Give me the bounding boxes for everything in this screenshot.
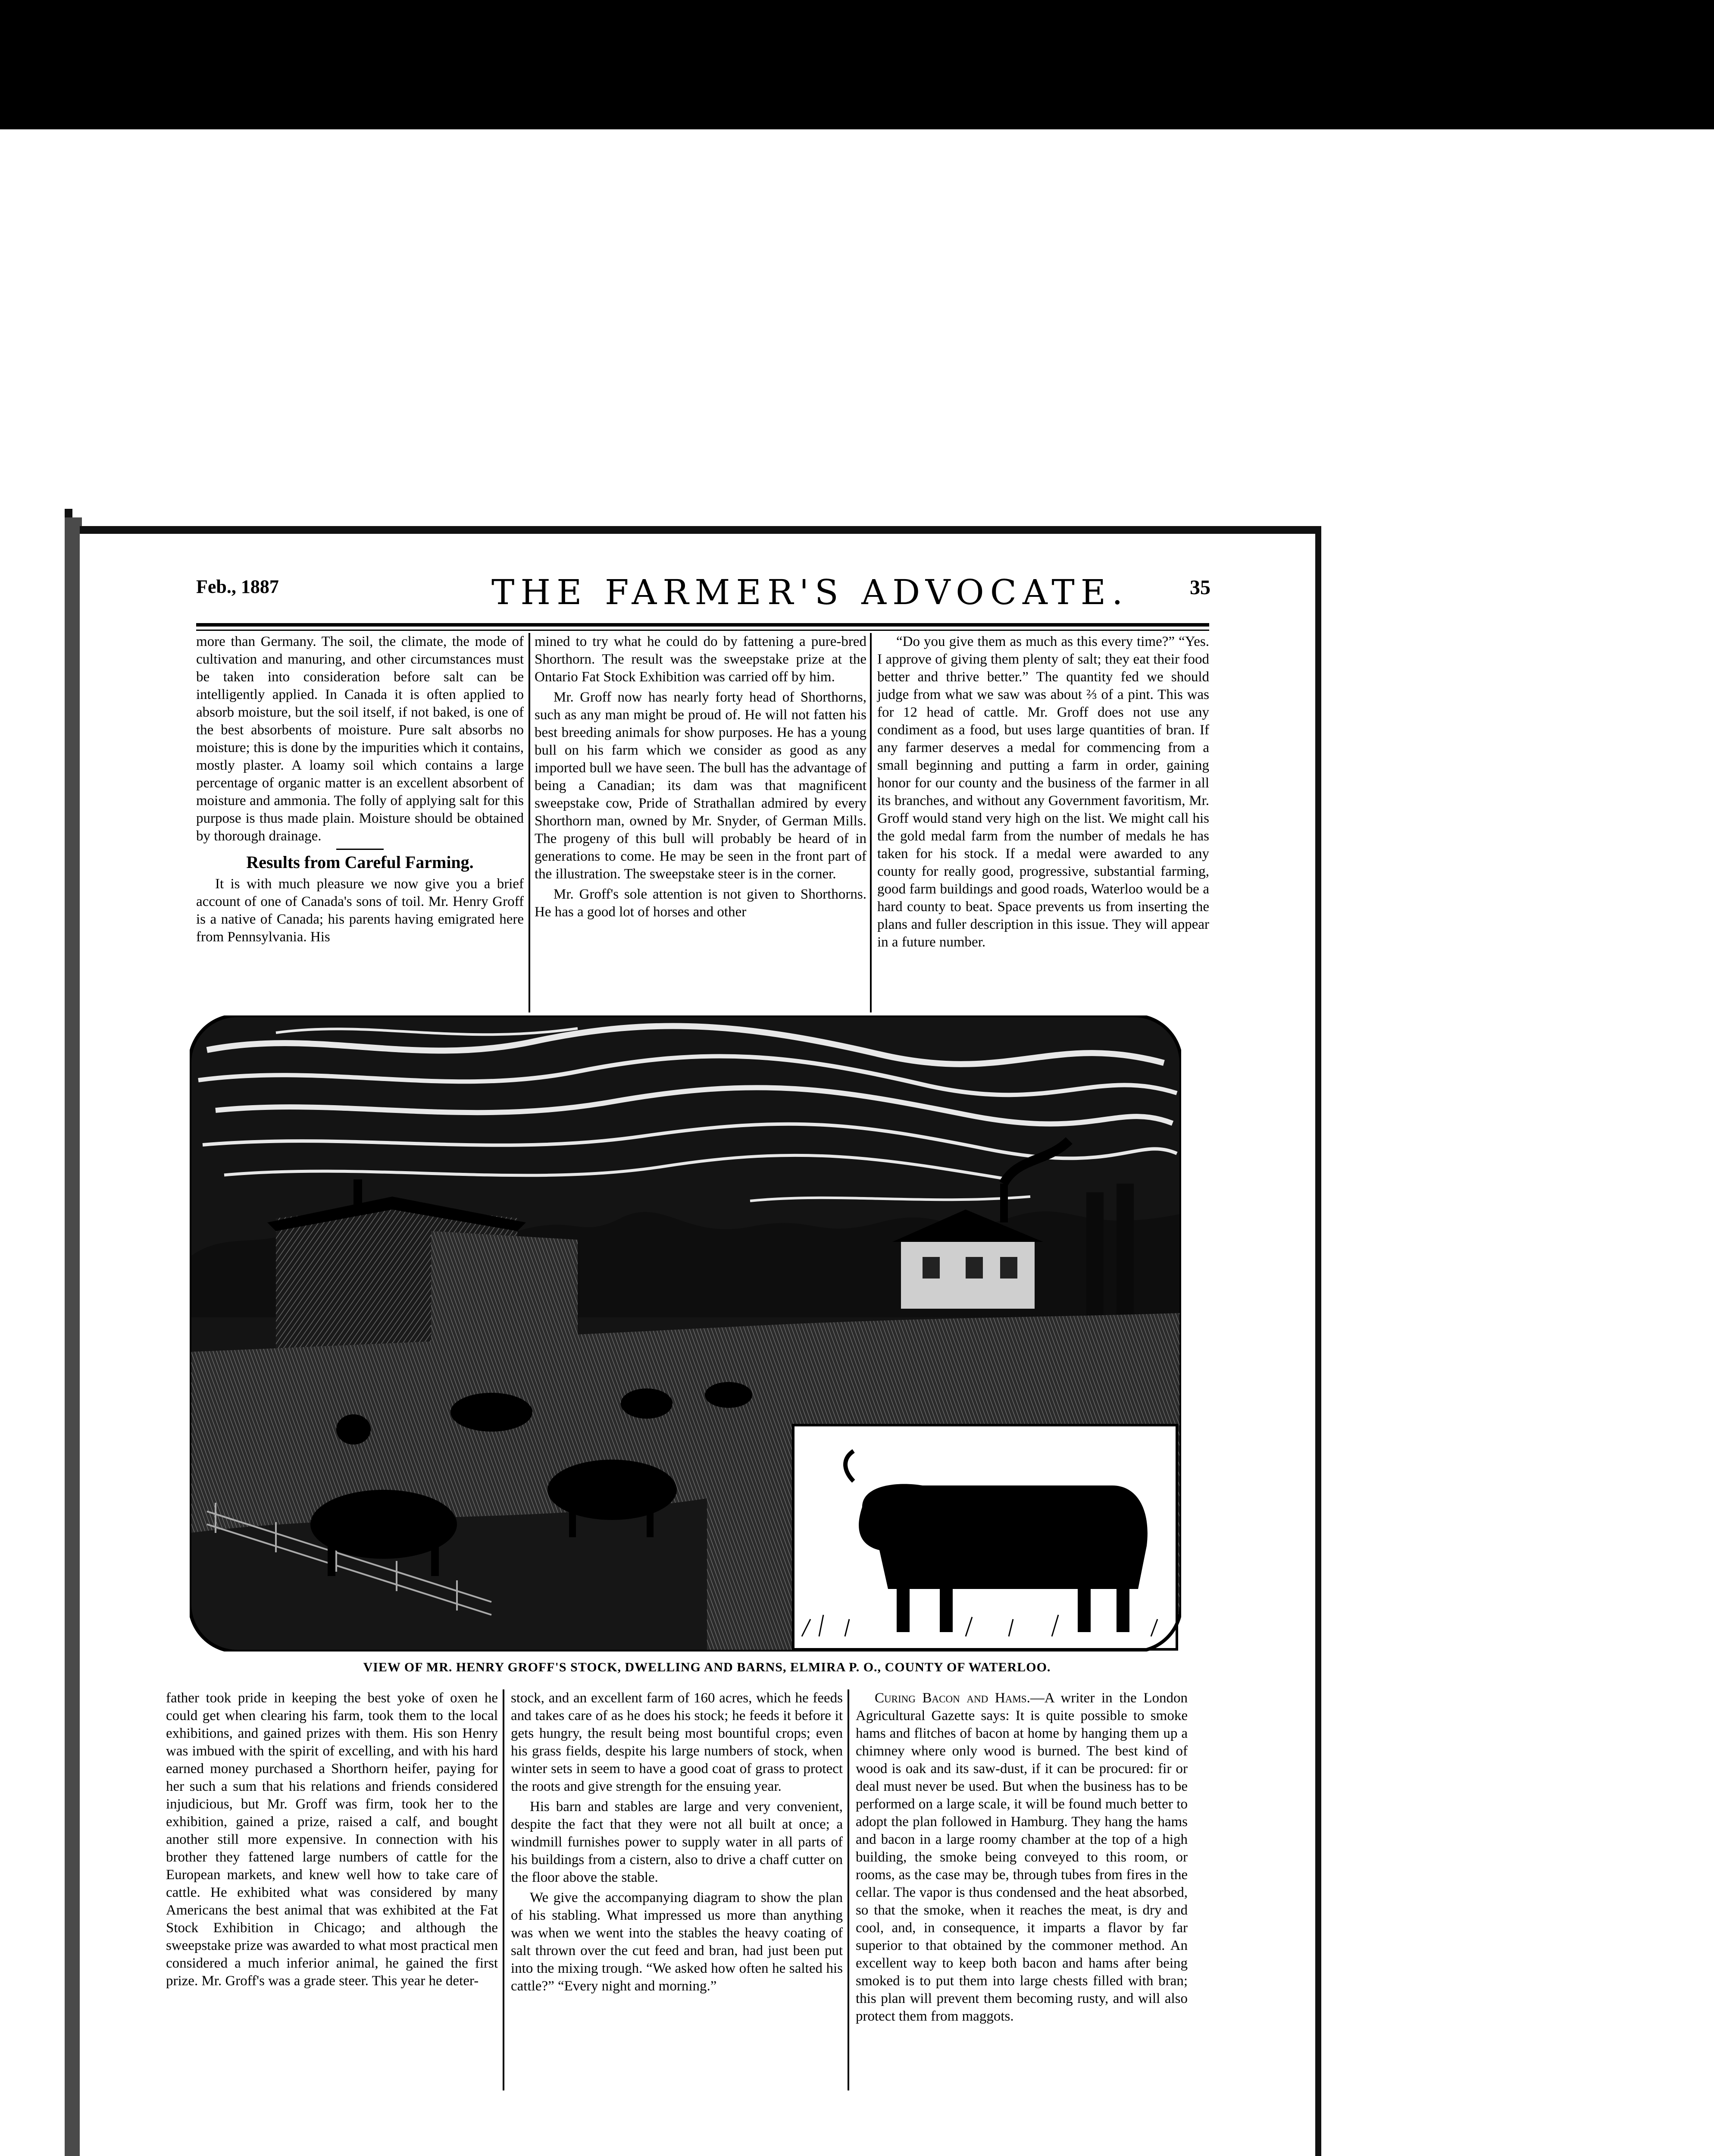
- scan-border-top: [0, 0, 1714, 129]
- article-paragraph: more than Germany. The soil, the climate, the mode of cultivation and manuring, and other circumstances must be taken into consideration before salt can be intelligently applied. In Canada it is often applied to absorb moisture, but the soil itself, if not baked, is one of the best absorbents of moisture. Pure salt absorbs no moisture; this is done by the impurities which it contains, mostly plaster. A loamy soil which contains a large percentage of organic matter is an excellent absorbent of moisture and ammonia. The folly of applying salt for this purpose is thus made plain. Moisture should be obtained by thorough drainage.: [196, 634, 524, 844]
- header-rule-thin: [196, 630, 1209, 631]
- article-paragraph: We give the accompanying diagram to show the plan of his stabling. What impressed us more than anything was when we went into the stables the heavy coating of salt thrown over the cut feed and bran, had just been put into the mixing trough. “We asked how often he salted his cattle?” “Every night and morning.”: [511, 1890, 843, 1994]
- article-paragraph: It is with much pleasure we now give you a brief account of one of Canada's sons of toil. Mr. Henry Groff is a native of Canada; his parents having emigrated here from Pennsylvania. His: [196, 876, 524, 945]
- column-divider: [529, 633, 530, 1012]
- page-number: 35: [1190, 576, 1210, 599]
- article-paragraph: Mr. Groff now has nearly forty head of Shorthorns, such as any man might be proud of. He will not fatten his best breeding animals for show purposes. He has a young bull on his farm which we consider as good as any imported bull we have seen. The bull has the advantage of being a Canadian; its dam was that magnificent sweepstake cow, Pride of Strathallan admired by every Shorthorn man, owned by Mr. Snyder, of German Mills. The progeny of this bull will probably be heard of in generations to come. He may be seen in the front part of the illustration. The sweepstake steer is in the corner.: [535, 689, 866, 882]
- steer-inset: [793, 1425, 1177, 1649]
- facing-page-edge: [0, 509, 72, 2156]
- header-rule: [196, 623, 1209, 627]
- column-divider: [503, 1689, 504, 2090]
- masthead-title: THE FARMER'S ADVOCATE.: [491, 572, 1129, 612]
- column-divider: [848, 1689, 849, 2090]
- bottom-column-1: [166, 1689, 498, 1993]
- article-paragraph: “Do you give them as much as this every time?” “Yes. I approve of giving them plenty of salt; they eat their food better and thrive better.” The quantity fed we should judge from what we saw was about ⅔ of a pint. This was for 12 head of cattle. Mr. Groff does not use any condiment as a food, but uses large quantities of bran. If any farmer deserves a medal for commencing from a small beginning and putting a farm in order, gaining honor for our county and the business of the farmer in all its branches, and without any Government favoritism, Mr. Groff would stand very high on the list. We might call his the gold medal farm from the number of medals he has taken for his stock. If a medal were awarded to any county for really good, progressive, substantial farming, good farm buildings and good roads, Waterloo would be a hard county to beat. Space prevents us from inserting the plans and fuller description in this issue. They will appear in a future number.: [877, 634, 1209, 950]
- article-lead: Curing Bacon and Hams.: [875, 1690, 1030, 1706]
- top-column-3: [877, 633, 1209, 954]
- top-column-2: [535, 633, 866, 924]
- article-paragraph: [856, 1689, 1188, 2025]
- farm-engraving: [190, 1015, 1181, 1651]
- column-divider: [870, 633, 872, 1012]
- bottom-column-3: [856, 1689, 1188, 2028]
- article-heading: Results from Careful Farming.: [246, 852, 474, 872]
- issue-date: Feb., 1887: [196, 576, 279, 597]
- article-paragraph: His barn and stables are large and very convenient, despite the fact that they were not all built at once; a windmill furnishes power to supply water in all parts of his buildings from a cistern, also to drive a chaff cutter on the floor above the stable.: [511, 1799, 843, 1885]
- page-header: [116, 572, 1211, 614]
- article-paragraph: stock, and an excellent farm of 160 acres, which he feeds and takes care of as he does his stock; he feeds it before it gets hungry, the result being most bountiful crops; even his grass fields, despite his large numbers of stock, when winter sets in seem to have a good coat of grass to protect the roots and give strength for the ensuing year.: [511, 1690, 843, 1794]
- article-paragraph: Mr. Groff's sole attention is not given to Shorthorns. He has a good lot of horses and other: [535, 887, 866, 920]
- illustration-caption: VIEW OF MR. HENRY GROFF'S STOCK, DWELLING AND BARNS, ELMIRA P. O., COUNTY OF WATERLOO.: [363, 1660, 1051, 1674]
- bottom-column-2: [511, 1689, 843, 1998]
- binding-shadow: [65, 517, 82, 2156]
- top-column-1: [196, 633, 524, 949]
- article-paragraph: father took pride in keeping the best yoke of oxen he could get when clearing his farm, took them to the local exhibitions, and gained prizes with them. His son Henry was imbued with the spirit of excelling, and with his hard earned money purchased a Shorthorn heifer, paying for her such a sum that his relations and friends considered injudicious, but Mr. Groff was firm, took her to the exhibition, gained a prize, raised a calf, and bought another still more expensive. In connection with his brother they fattened large numbers of cattle for the European markets, and knew well how to take care of cattle. He exhibited what was considered by many Americans the best animal that was exhibited at the Fat Stock Exhibition in Chicago; and although the sweepstake prize was awarded to what most practical men considered a much inferior animal, he gained the first prize. Mr. Groff's was a grade steer. This year he deter-: [166, 1690, 498, 1989]
- section-divider: [336, 849, 384, 850]
- article-body: —A writer in the London Agricultural Gazette says: It is quite possible to smoke hams and flitches of bacon at home by hanging them up a chimney where only wood is burned. The best kind of wood is oak and its saw-dust, if it can be procured: fir or deal must never be used. But when the business has to be performed on a large scale, it will be found much better to adopt the plan followed in Hamburg. They hang the hams and bacon in a large roomy chamber at the top of a high building, the smoke being conveyed to this room, or rooms, as the case may be, through tubes from fires in the cellar. The vapor is thus condensed and the heat absorbed, so that the smoke, when it reaches the meat, is dry and cool, and, in consequence, it imparts a flavor by far superior to that obtained by the commoner method. An excellent way to keep both bacon and hams after being smoked is to put them into large chests filled with bran; this plan will prevent them becoming rusty, and will also protect them from maggots.: [856, 1690, 1188, 2024]
- article-paragraph: mined to try what he could do by fattening a pure-bred Shorthorn. The result was the sweepstake prize at the Ontario Fat Stock Exhibition was carried off by him.: [535, 634, 866, 685]
